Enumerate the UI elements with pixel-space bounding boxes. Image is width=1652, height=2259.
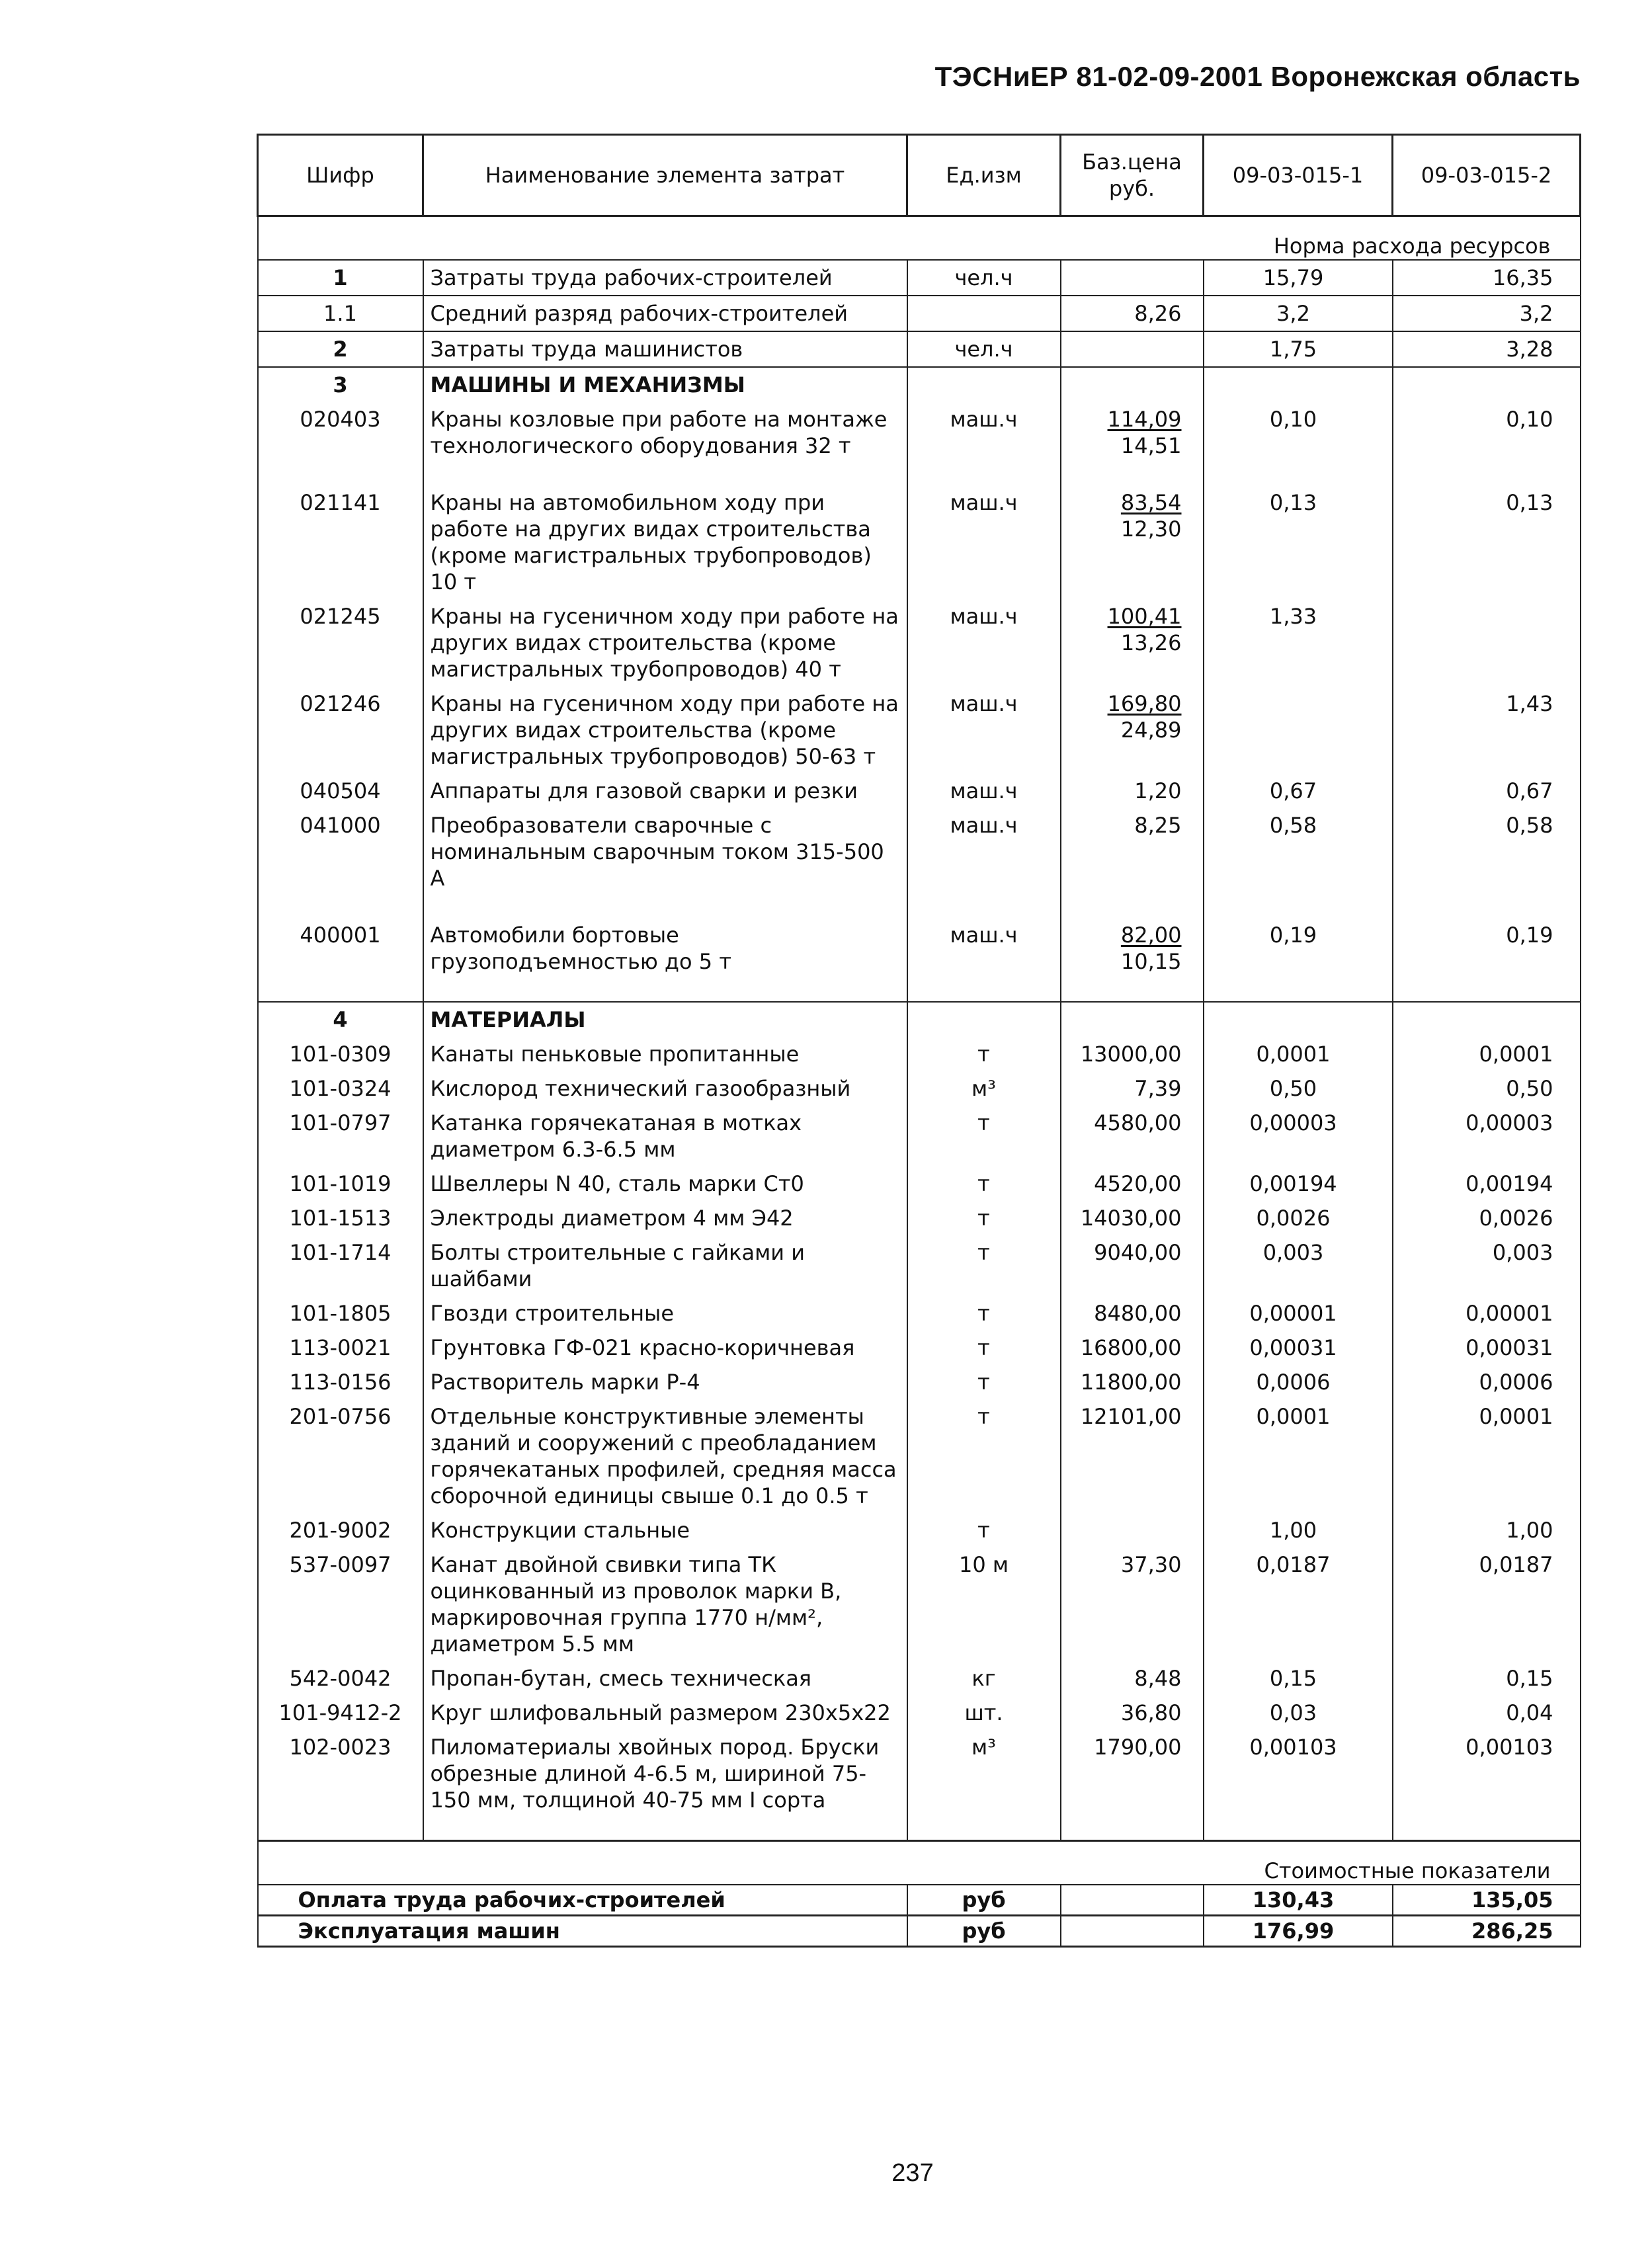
row-value-col2: 0,0001 [1393,1037,1581,1071]
row-unit: маш.ч [907,402,1061,463]
row-name: Гвозди строительные [423,1296,907,1331]
row-price: 4580,00 [1061,1106,1204,1167]
row-code: 021245 [258,599,423,686]
cost-row [258,1916,1581,1947]
resource-norms-table [257,134,1581,1948]
row-value-col2: 1,43 [1393,686,1581,774]
row-price [1061,808,1204,895]
machine-price: 82,00 [1120,923,1182,948]
machine-labor-price: 12,30 [1120,516,1182,542]
row-code: 101-0309 [258,1037,423,1071]
row-value-col1: 0,00103 [1204,1730,1393,1817]
row-price: 4520,00 [1061,1167,1204,1201]
machine-labor-price: 14,51 [1120,433,1182,458]
spacer-row [258,463,1581,485]
row-unit: маш.ч [907,774,1061,808]
row-value-col2: 0,50 [1393,1071,1581,1106]
row-value-col2: 0,0001 [1393,1399,1581,1513]
material-row [258,1296,1581,1331]
empty-cell [1061,367,1204,402]
row-unit: т [907,1106,1061,1167]
cost-value-col2: 135,05 [1393,1885,1581,1916]
empty-cell [907,1002,1061,1037]
row-unit: м³ [907,1071,1061,1106]
row-value-col1: 1,75 [1204,331,1393,367]
row-value-col1: 0,003 [1204,1235,1393,1296]
row-value-col2: 1,00 [1393,1513,1581,1547]
machine-row [258,918,1581,979]
row-value-col1: 0,19 [1204,918,1393,979]
machine-price: 169,80 [1107,691,1182,716]
empty-cell [423,895,907,918]
row-value-col1 [1204,686,1393,774]
row-value-col2: 0,0187 [1393,1547,1581,1661]
row-code: 101-1714 [258,1235,423,1296]
empty-cell [1061,979,1204,1002]
row-value-col2: 0,67 [1393,774,1581,808]
machine-labor-price: 10,15 [1120,949,1182,974]
cost-caption: Стоимостные показатели [258,1841,1581,1885]
machine-row [258,402,1581,463]
row-code: 2 [258,331,423,367]
row-name: Средний разряд рабочих-строителей [423,296,907,331]
row-value-col2: 0,00003 [1393,1106,1581,1167]
section-row [258,1002,1581,1037]
row-price: 14030,00 [1061,1201,1204,1235]
row-value-col2: 0,13 [1393,485,1581,599]
material-row [258,1661,1581,1696]
empty-cell [907,367,1061,402]
section-row [258,367,1581,402]
row-price: 1790,00 [1061,1730,1204,1817]
row-unit: кг [907,1661,1061,1696]
row-name: Затраты труда рабочих-строителей [423,260,907,296]
row-price [1061,918,1204,979]
cost-value-col1: 130,43 [1204,1885,1393,1916]
material-row [258,1071,1581,1106]
row-value-col2: 0,15 [1393,1661,1581,1696]
empty-cell [1393,1817,1581,1841]
row-unit: т [907,1167,1061,1201]
labor-row [258,331,1581,367]
row-unit: чел.ч [907,260,1061,296]
row-code: 201-9002 [258,1513,423,1547]
row-name: Краны козловые при работе на монтаже технологического оборудования 32 т [423,402,907,463]
machine-price: 83,54 [1120,490,1182,515]
row-name: Аппараты для газовой сварки и резки [423,774,907,808]
empty-cell [1393,895,1581,918]
row-value-col2: 0,00001 [1393,1296,1581,1331]
empty-cell [907,895,1061,918]
row-price [1061,774,1204,808]
spacer-row [258,895,1581,918]
labor-row [258,296,1581,331]
row-unit: т [907,1201,1061,1235]
row-price: 8480,00 [1061,1296,1204,1331]
empty-cell [1204,367,1393,402]
row-code: 1.1 [258,296,423,331]
material-row [258,1037,1581,1071]
row-value-col1: 0,00001 [1204,1296,1393,1331]
machine-price: 114,09 [1107,407,1182,432]
page-number: 237 [891,2159,934,2187]
machine-price: 100,41 [1107,604,1182,629]
row-value-col2: 0,04 [1393,1696,1581,1730]
section-code: 3 [258,367,423,402]
row-name: Грунтовка ГФ-021 красно-коричневая [423,1331,907,1365]
empty-cell [258,1817,423,1841]
document-header: ТЭСНиЕР 81-02-09-2001 Воронежская область [934,61,1581,92]
row-value-col1: 0,67 [1204,774,1393,808]
row-name: Пиломатериалы хвойных пород. Бруски обрезные длиной 4-6.5 м, шириной 75-150 мм, толщиной 40-75 мм I сорта [423,1730,907,1817]
row-price [1061,686,1204,774]
empty-cell [1204,463,1393,485]
cost-row [258,1885,1581,1916]
row-code: 113-0021 [258,1331,423,1365]
norm-caption-row [258,216,1581,261]
column-header-name: Наименование элемента затрат [423,135,907,216]
row-price: 36,80 [1061,1696,1204,1730]
empty-cell [258,463,423,485]
row-name: Катанка горячекатаная в мотках диаметром 6.3-6.5 мм [423,1106,907,1167]
row-price: 37,30 [1061,1547,1204,1661]
empty-cell [1393,1002,1581,1037]
row-unit: т [907,1331,1061,1365]
row-name: Кислород технический газообразный [423,1071,907,1106]
empty-cell [1061,1002,1204,1037]
empty-cell [1204,895,1393,918]
row-name: Краны на гусеничном ходу при работе на других видах строительства (кроме магистральных трубопроводов) 50-63 т [423,686,907,774]
empty-cell [423,979,907,1002]
row-unit: шт. [907,1696,1061,1730]
row-value-col2: 0,0026 [1393,1201,1581,1235]
row-unit: 10 м [907,1547,1061,1661]
section-title: МАШИНЫ И МЕХАНИЗМЫ [423,367,907,402]
row-unit: т [907,1513,1061,1547]
row-unit: т [907,1235,1061,1296]
column-header-unit: Ед.изм [907,135,1061,216]
row-code: 021246 [258,686,423,774]
row-name: Конструкции стальные [423,1513,907,1547]
row-price: 11800,00 [1061,1365,1204,1399]
material-row [258,1730,1581,1817]
column-header-code: Шифр [258,135,423,216]
row-code: 101-9412-2 [258,1696,423,1730]
row-value-col2: 0,003 [1393,1235,1581,1296]
row-price [1061,331,1204,367]
row-unit [907,296,1061,331]
row-value-col2: 16,35 [1393,260,1581,296]
row-price: 16800,00 [1061,1331,1204,1365]
norm-caption: Норма расхода ресурсов [258,216,1581,261]
empty-cell [1204,979,1393,1002]
row-code: 021141 [258,485,423,599]
row-value-col1: 0,0001 [1204,1037,1393,1071]
row-price: 8,26 [1061,296,1204,331]
machine-row [258,774,1581,808]
row-code: 542-0042 [258,1661,423,1696]
row-value-col2: 0,00103 [1393,1730,1581,1817]
row-name: Круг шлифовальный размером 230х5х22 [423,1696,907,1730]
row-name: Автомобили бортовые грузоподъемностью до 5 т [423,918,907,979]
row-value-col1: 0,00003 [1204,1106,1393,1167]
empty-cell [1061,1916,1204,1947]
row-price: 8,48 [1061,1661,1204,1696]
labor-row [258,260,1581,296]
machine-row [258,808,1581,895]
row-name: Краны на гусеничном ходу при работе на других видах строительства (кроме магистральных трубопроводов) 40 т [423,599,907,686]
row-code: 537-0097 [258,1547,423,1661]
row-unit: м³ [907,1730,1061,1817]
row-code: 400001 [258,918,423,979]
row-unit: маш.ч [907,918,1061,979]
machine-row [258,599,1581,686]
material-row [258,1547,1581,1661]
row-unit: маш.ч [907,808,1061,895]
cost-label: Эксплуатация машин [258,1916,907,1947]
table-header-row [258,135,1581,216]
machine-row [258,485,1581,599]
machine-price: 1,20 [1134,778,1182,803]
cost-caption-row [258,1841,1581,1885]
empty-cell [258,895,423,918]
empty-cell [258,979,423,1002]
row-code: 040504 [258,774,423,808]
empty-cell [1204,1002,1393,1037]
row-code: 102-0023 [258,1730,423,1817]
row-value-col1: 0,00194 [1204,1167,1393,1201]
row-price [1061,260,1204,296]
cost-value-col1: 176,99 [1204,1916,1393,1947]
row-value-col2: 0,19 [1393,918,1581,979]
row-value-col1: 0,13 [1204,485,1393,599]
material-row [258,1331,1581,1365]
row-price [1061,485,1204,599]
machine-row [258,686,1581,774]
row-name: Затраты труда машинистов [423,331,907,367]
column-header-col1: 09-03-015-1 [1204,135,1393,216]
row-name: Растворитель марки Р-4 [423,1365,907,1399]
row-value-col1: 0,0006 [1204,1365,1393,1399]
row-name: Швеллеры N 40, сталь марки Ст0 [423,1167,907,1201]
empty-cell [423,463,907,485]
row-value-col1: 1,33 [1204,599,1393,686]
row-value-col1: 0,0001 [1204,1399,1393,1513]
material-row [258,1696,1581,1730]
empty-cell [907,463,1061,485]
material-row [258,1167,1581,1201]
material-row [258,1399,1581,1513]
empty-cell [1393,979,1581,1002]
material-row [258,1235,1581,1296]
column-header-price: Баз.цена руб. [1061,135,1204,216]
row-value-col1: 0,00031 [1204,1331,1393,1365]
row-unit: чел.ч [907,331,1061,367]
cost-label: Оплата труда рабочих-строителей [258,1885,907,1916]
empty-cell [1061,463,1204,485]
row-price [1061,599,1204,686]
spacer-row [258,1817,1581,1841]
material-row [258,1201,1581,1235]
row-value-col2: 0,10 [1393,402,1581,463]
row-code: 1 [258,260,423,296]
row-value-col1: 0,0187 [1204,1547,1393,1661]
empty-cell [423,1817,907,1841]
section-code: 4 [258,1002,423,1037]
row-name: Электроды диаметром 4 мм Э42 [423,1201,907,1235]
row-value-col1: 0,58 [1204,808,1393,895]
row-value-col2: 0,0006 [1393,1365,1581,1399]
cost-unit: руб [907,1885,1061,1916]
machine-labor-price: 24,89 [1120,718,1182,743]
row-code: 101-0324 [258,1071,423,1106]
cost-unit: руб [907,1916,1061,1947]
empty-cell [1061,895,1204,918]
empty-cell [907,979,1061,1002]
row-value-col2: 0,00031 [1393,1331,1581,1365]
row-unit: т [907,1399,1061,1513]
row-value-col1: 0,0026 [1204,1201,1393,1235]
row-price: 12101,00 [1061,1399,1204,1513]
row-code: 101-1805 [258,1296,423,1331]
row-code: 201-0756 [258,1399,423,1513]
row-value-col1: 0,50 [1204,1071,1393,1106]
row-value-col1: 0,15 [1204,1661,1393,1696]
row-value-col1: 3,2 [1204,296,1393,331]
spacer-row [258,979,1581,1002]
row-value-col2: 0,58 [1393,808,1581,895]
column-header-col2: 09-03-015-2 [1393,135,1581,216]
row-price [1061,402,1204,463]
row-unit: маш.ч [907,485,1061,599]
machine-labor-price: 13,26 [1120,630,1182,655]
section-title: МАТЕРИАЛЫ [423,1002,907,1037]
row-value-col2 [1393,599,1581,686]
row-price: 7,39 [1061,1071,1204,1106]
material-row [258,1106,1581,1167]
row-value-col2: 0,00194 [1393,1167,1581,1201]
row-code: 101-1019 [258,1167,423,1201]
row-code: 041000 [258,808,423,895]
row-name: Краны на автомобильном ходу при работе на других видах строительства (кроме магистральных трубопроводов) 10 т [423,485,907,599]
row-value-col1: 0,10 [1204,402,1393,463]
empty-cell [1204,1817,1393,1841]
row-value-col2: 3,28 [1393,331,1581,367]
row-code: 020403 [258,402,423,463]
row-name: Канаты пеньковые пропитанные [423,1037,907,1071]
row-unit: т [907,1037,1061,1071]
empty-cell [1393,463,1581,485]
row-code: 113-0156 [258,1365,423,1399]
row-value-col2: 3,2 [1393,296,1581,331]
row-name: Отдельные конструктивные элементы зданий и сооружений с преобладанием горячекатаных профилей, средняя масса сборочной единицы свыше 0.1 до 0.5 т [423,1399,907,1513]
row-code: 101-1513 [258,1201,423,1235]
row-unit: маш.ч [907,599,1061,686]
row-price [1061,1513,1204,1547]
row-name: Болты строительные с гайками и шайбами [423,1235,907,1296]
row-value-col1: 1,00 [1204,1513,1393,1547]
row-name: Канат двойной свивки типа ТК оцинкованный из проволок марки В, маркировочная группа 1770 н/мм², диаметром 5.5 мм [423,1547,907,1661]
empty-cell [1061,1885,1204,1916]
machine-price: 8,25 [1134,813,1182,838]
row-price: 13000,00 [1061,1037,1204,1071]
row-unit: т [907,1365,1061,1399]
material-row [258,1365,1581,1399]
material-row [258,1513,1581,1547]
row-value-col1: 15,79 [1204,260,1393,296]
cost-value-col2: 286,25 [1393,1916,1581,1947]
empty-cell [907,1817,1061,1841]
row-code: 101-0797 [258,1106,423,1167]
row-name: Преобразователи сварочные с номинальным сварочным током 315-500 А [423,808,907,895]
row-price: 9040,00 [1061,1235,1204,1296]
row-value-col1: 0,03 [1204,1696,1393,1730]
empty-cell [1393,367,1581,402]
empty-cell [1061,1817,1204,1841]
row-unit: т [907,1296,1061,1331]
row-unit: маш.ч [907,686,1061,774]
row-name: Пропан-бутан, смесь техническая [423,1661,907,1696]
